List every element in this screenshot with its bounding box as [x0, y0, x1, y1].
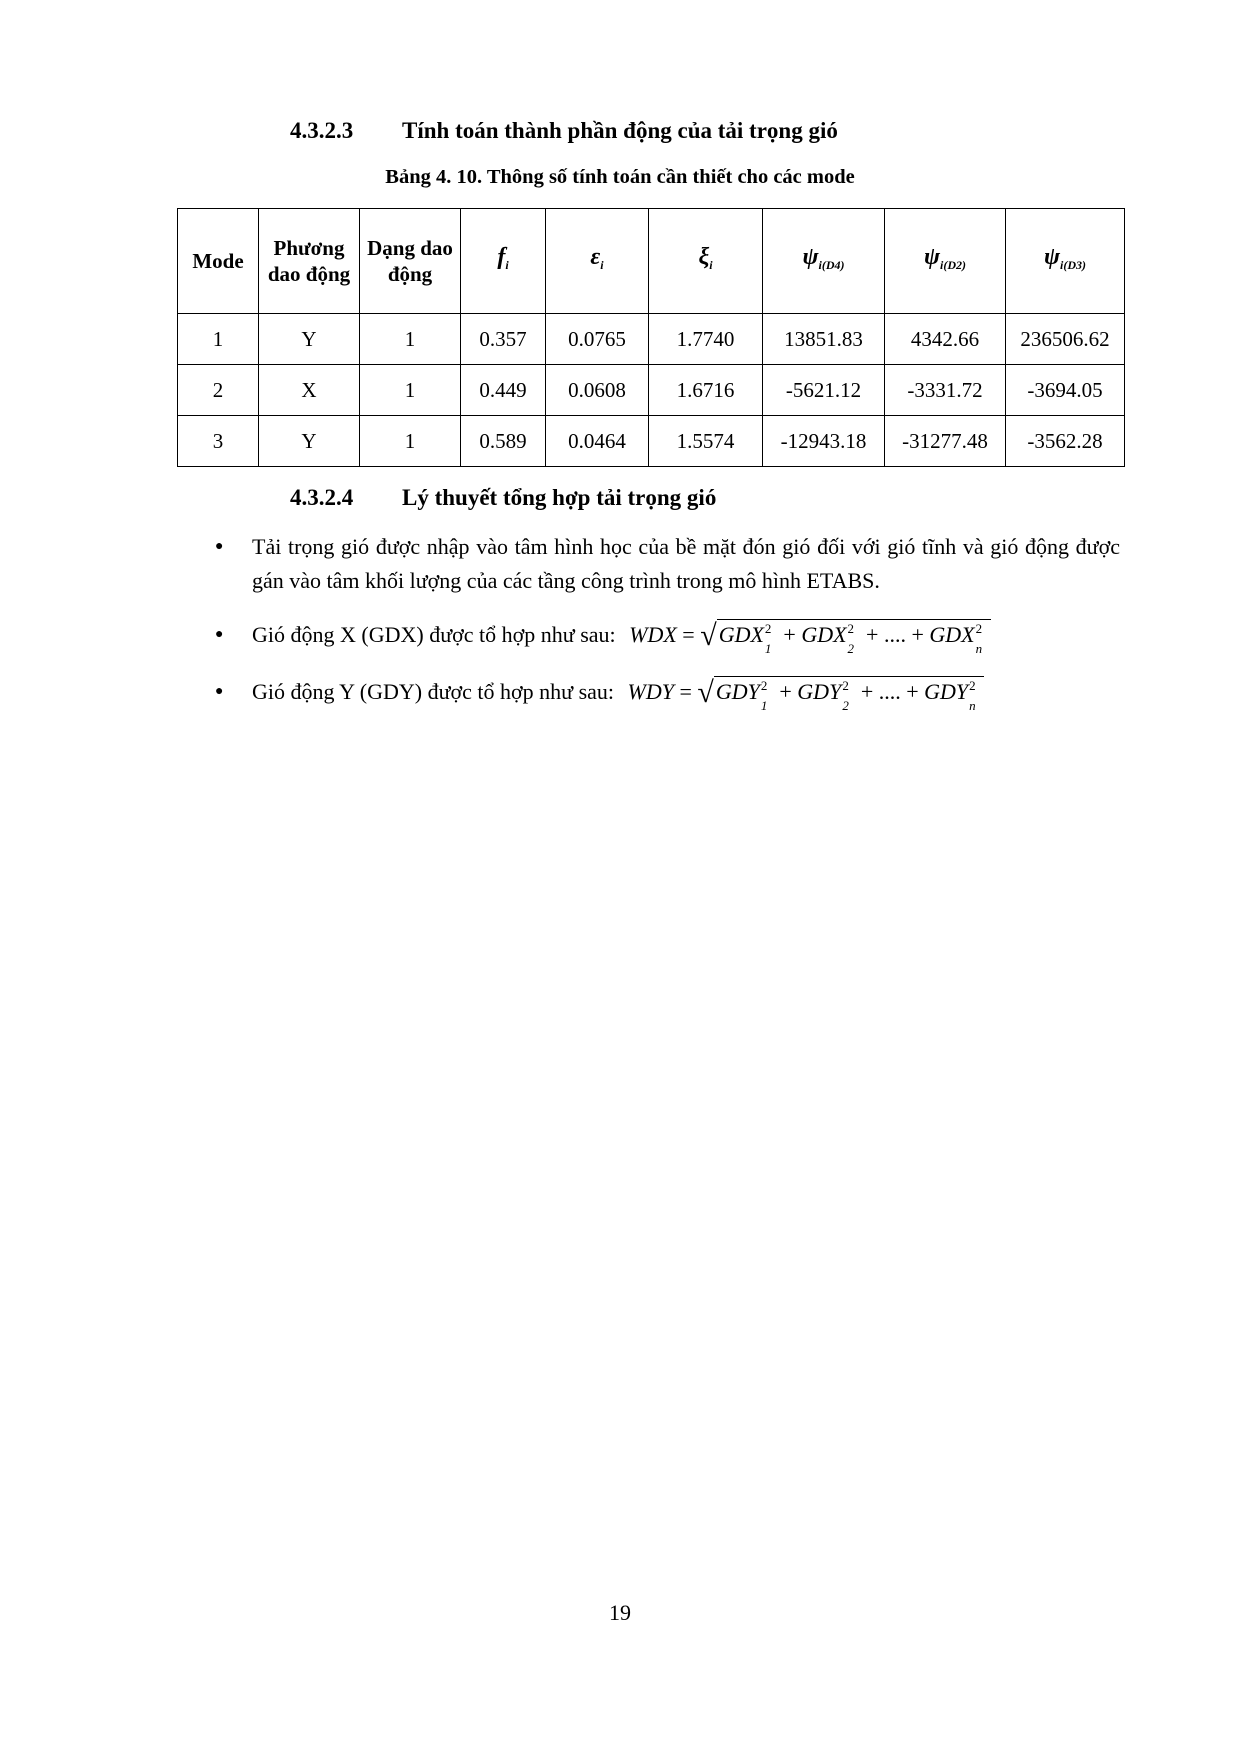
symbol-xi: $\xi_i$ [698, 244, 713, 272]
cell: Y [259, 314, 360, 365]
bullet-text: Tải trọng gió được nhập vào tâm hình học của bề mặt đón gió đối với gió tĩnh và gió động được gán vào tâm khối lượng của các tầng công trình trong mô hình ETABS. [252, 534, 1120, 593]
cell: -31277.48 [885, 416, 1006, 467]
cell: 1.5574 [649, 416, 763, 467]
symbol-f: $f_i$ [497, 244, 509, 272]
bullet-list [210, 530, 1120, 713]
bullet-text: Gió động X (GDX) được tổ hợp như sau: [252, 622, 616, 647]
header-epsilon [546, 209, 649, 314]
cell: 1.7740 [649, 314, 763, 365]
header-xi [649, 209, 763, 314]
header-f [461, 209, 546, 314]
cell: X [259, 365, 360, 416]
sqrt-icon: √ [697, 676, 714, 709]
header-direction-label: Phương dao động [267, 236, 351, 286]
cell: 3 [178, 416, 259, 467]
list-item [210, 530, 1120, 598]
cell: -3694.05 [1006, 365, 1125, 416]
cell: 13851.83 [763, 314, 885, 365]
header-psi-d2 [885, 209, 1006, 314]
bullet-icon: ● [215, 539, 224, 554]
cell: 1 [360, 314, 461, 365]
cell: 0.0464 [546, 416, 649, 467]
section-heading-4-3-2-4 [290, 485, 716, 511]
section-number: 4.3.2.4 [290, 485, 354, 510]
header-mode: Mode [178, 209, 259, 314]
cell: 0.449 [461, 365, 546, 416]
mode-parameters-table [177, 208, 1125, 467]
cell: 0.589 [461, 416, 546, 467]
section-number: 4.3.2.3 [290, 118, 354, 143]
cell: 1.6716 [649, 365, 763, 416]
symbol-epsilon: $\varepsilon_i$ [590, 244, 604, 272]
symbol-psi-d3: $\psi_{i(D3)}$ [1043, 244, 1087, 272]
bullet-text: Gió động Y (GDY) được tổ hợp như sau: [252, 679, 615, 704]
formula-wdy: WDY = √GDY 2 1 + GDY 2 2 + .... + GDY 2 n [628, 679, 985, 704]
formula-wdx: WDX = √GDX 2 1 + GDX 2 2 + .... + GDX 2 n [629, 622, 990, 647]
header-direction [259, 209, 360, 314]
header-psi-d4 [763, 209, 885, 314]
list-item [210, 618, 1120, 656]
table-row [178, 314, 1125, 365]
section-title: Lý thuyết tổng hợp tải trọng gió [402, 485, 717, 510]
cell: -5621.12 [763, 365, 885, 416]
header-shape [360, 209, 461, 314]
cell: 1 [360, 365, 461, 416]
table-header-row [178, 209, 1125, 314]
cell: 236506.62 [1006, 314, 1125, 365]
cell: Y [259, 416, 360, 467]
cell: 1 [178, 314, 259, 365]
section-title: Tính toán thành phần động của tải trọng gió [402, 118, 838, 143]
cell: -3331.72 [885, 365, 1006, 416]
table-caption: Bảng 4. 10. Thông số tính toán cần thiết cho các mode [385, 166, 855, 188]
cell: 1 [360, 416, 461, 467]
header-shape-label: Dạng dao động [367, 236, 453, 286]
header-psi-d3 [1006, 209, 1125, 314]
cell: 0.357 [461, 314, 546, 365]
cell: 4342.66 [885, 314, 1006, 365]
sqrt-icon: √ [700, 619, 717, 652]
page-number: 19 [609, 1600, 631, 1625]
cell: 0.0608 [546, 365, 649, 416]
symbol-psi-d2: $\psi_{i(D2)}$ [923, 244, 967, 272]
cell: -3562.28 [1006, 416, 1125, 467]
section-heading-4-3-2-3 [290, 118, 838, 144]
symbol-psi-d4: $\psi_{i(D4)}$ [802, 244, 845, 272]
cell: 2 [178, 365, 259, 416]
cell: 0.0765 [546, 314, 649, 365]
table-row [178, 416, 1125, 467]
bullet-icon: ● [215, 684, 224, 699]
cell: -12943.18 [763, 416, 885, 467]
table-row [178, 365, 1125, 416]
list-item [210, 675, 1120, 713]
bullet-icon: ● [215, 627, 224, 642]
